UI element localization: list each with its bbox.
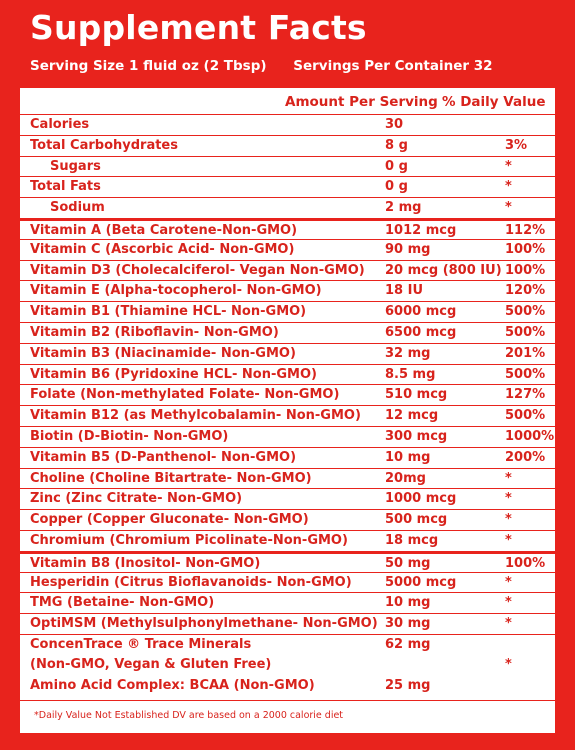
nutrient-name: ConcenTrace ® Trace Minerals bbox=[30, 636, 252, 652]
table-row bbox=[20, 197, 555, 218]
nutrient-dv: * bbox=[505, 574, 512, 590]
table-row bbox=[20, 364, 555, 385]
table-row bbox=[20, 322, 555, 343]
nutrient-name: Sugars bbox=[50, 158, 101, 174]
nutrient-name: Biotin (D-Biotin- Non-GMO) bbox=[30, 428, 229, 444]
table-header bbox=[20, 94, 555, 114]
nutrient-name: Vitamin A (Beta Carotene-Non-GMO) bbox=[30, 222, 298, 238]
nutrient-dv: * bbox=[505, 158, 512, 174]
nutrient-dv: 3% bbox=[505, 137, 528, 153]
table-row bbox=[20, 343, 555, 364]
table-row bbox=[20, 655, 555, 676]
serving-info bbox=[30, 58, 493, 74]
nutrient-dv: 100% bbox=[505, 241, 546, 257]
nutrient-name: Total Carbohydrates bbox=[30, 137, 178, 153]
nutrient-name: Vitamin E (Alpha-tocopherol- Non-GMO) bbox=[30, 283, 322, 299]
footnote: *Daily Value Not Established DV are based on a 2000 calorie diet bbox=[34, 710, 344, 721]
nutrient-name: (Non-GMO, Vegan & Gluten Free) bbox=[30, 656, 272, 672]
nutrient-amount: 20mg bbox=[385, 470, 426, 486]
table-row bbox=[20, 572, 555, 593]
table-row bbox=[20, 156, 555, 177]
nutrient-name: Vitamin B6 (Pyridoxine HCL- Non-GMO) bbox=[30, 366, 317, 382]
nutrient-amount: 0 g bbox=[385, 158, 408, 174]
nutrient-amount: 32 mg bbox=[385, 345, 431, 361]
table-row bbox=[20, 239, 555, 260]
nutrient-amount: 8 g bbox=[385, 137, 408, 153]
nutrient-name: Amino Acid Complex: BCAA (Non-GMO) bbox=[30, 677, 315, 693]
nutrient-dv: 500% bbox=[505, 304, 546, 320]
nutrient-dv: 100% bbox=[505, 555, 546, 571]
nutrient-amount: 30 bbox=[385, 117, 404, 132]
table-row bbox=[20, 135, 555, 156]
nutrient-dv: 120% bbox=[505, 283, 546, 299]
nutrient-dv: * bbox=[505, 512, 512, 528]
nutrient-dv: * bbox=[505, 656, 512, 672]
nutrient-amount: 2 mg bbox=[385, 200, 422, 216]
nutrient-name: Copper (Copper Gluconate- Non-GMO) bbox=[30, 512, 309, 528]
nutrient-amount: 6000 mcg bbox=[385, 304, 457, 320]
nutrient-name: Vitamin B1 (Thiamine HCL- Non-GMO) bbox=[30, 304, 307, 320]
nutrient-name: Vitamin D3 (Cholecalciferol- Vegan Non-GMO) bbox=[30, 262, 365, 278]
nutrient-name: Vitamin C (Ascorbic Acid- Non-GMO) bbox=[30, 241, 295, 257]
nutrient-dv: 127% bbox=[505, 387, 546, 403]
nutrient-amount: 510 mcg bbox=[385, 387, 448, 403]
nutrient-amount: 0 g bbox=[385, 179, 408, 195]
table-row bbox=[20, 218, 555, 239]
nutrient-amount: 50 mg bbox=[385, 555, 431, 571]
page-title: Supplement Facts bbox=[30, 8, 367, 47]
nutrient-dv: * bbox=[505, 532, 512, 548]
nutrient-dv: * bbox=[505, 491, 512, 507]
table-row bbox=[20, 613, 555, 634]
amount-header: Amount Per Serving bbox=[285, 94, 438, 110]
nutrient-name: Total Fats bbox=[30, 179, 101, 195]
nutrient-dv: 1000% bbox=[505, 428, 555, 444]
nutrient-name: Vitamin B12 (as Methylcobalamin- Non-GMO) bbox=[30, 408, 361, 424]
table-row bbox=[20, 468, 555, 489]
nutrient-dv: * bbox=[505, 200, 512, 216]
nutrient-name: TMG (Betaine- Non-GMO) bbox=[30, 595, 215, 611]
nutrient-amount: 18 IU bbox=[385, 283, 424, 299]
nutrient-dv: 201% bbox=[505, 345, 546, 361]
nutrient-name: OptiMSM (Methylsulphonylmethane- Non-GMO) bbox=[30, 616, 378, 632]
dv-header: % Daily Value bbox=[442, 94, 546, 110]
table-row bbox=[20, 447, 555, 468]
table-row bbox=[20, 634, 555, 655]
nutrient-amount: 10 mg bbox=[385, 449, 431, 465]
nutrient-amount: 20 mcg (800 IU) bbox=[385, 262, 502, 278]
table-row bbox=[20, 676, 555, 697]
nutrient-amount: 6500 mcg bbox=[385, 324, 457, 340]
nutrient-dv: * bbox=[505, 470, 512, 486]
nutrient-dv: 500% bbox=[505, 324, 546, 340]
table-row bbox=[20, 426, 555, 447]
nutrient-name: Vitamin B5 (D-Panthenol- Non-GMO) bbox=[30, 449, 297, 465]
nutrient-amount: 10 mg bbox=[385, 595, 431, 611]
nutrient-amount: 300 mcg bbox=[385, 428, 448, 444]
nutrient-amount: 8.5 mg bbox=[385, 366, 436, 382]
serving-size: Serving Size 1 fluid oz (2 Tbsp) bbox=[30, 58, 267, 74]
nutrient-amount: 62 mg bbox=[385, 636, 431, 652]
nutrient-amount: 12 mcg bbox=[385, 408, 439, 424]
nutrient-dv: 112% bbox=[505, 222, 546, 238]
table-row bbox=[20, 384, 555, 405]
facts-panel bbox=[20, 88, 555, 733]
nutrient-table bbox=[20, 114, 555, 696]
table-row bbox=[20, 509, 555, 530]
table-row bbox=[20, 176, 555, 197]
table-row bbox=[20, 260, 555, 281]
nutrient-dv: * bbox=[505, 179, 512, 195]
footnote-divider bbox=[20, 700, 555, 701]
nutrient-name: Chromium (Chromium Picolinate-Non-GMO) bbox=[30, 532, 348, 548]
table-row bbox=[20, 114, 555, 135]
nutrient-name: Sodium bbox=[50, 200, 105, 216]
nutrient-name: Choline (Choline Bitartrate- Non-GMO) bbox=[30, 470, 312, 486]
nutrient-amount: 18 mcg bbox=[385, 532, 439, 548]
nutrient-amount: 30 mg bbox=[385, 616, 431, 632]
table-row bbox=[20, 405, 555, 426]
nutrient-name: Folate (Non-methylated Folate- Non-GMO) bbox=[30, 387, 340, 403]
nutrient-amount: 1012 mcg bbox=[385, 222, 457, 238]
nutrient-dv: 200% bbox=[505, 449, 546, 465]
nutrient-amount: 25 mg bbox=[385, 677, 431, 693]
table-row bbox=[20, 551, 555, 572]
table-row bbox=[20, 301, 555, 322]
nutrient-name: Zinc (Zinc Citrate- Non-GMO) bbox=[30, 491, 243, 507]
servings-per-container: Servings Per Container 32 bbox=[293, 58, 493, 74]
nutrient-name: Vitamin B8 (Inositol- Non-GMO) bbox=[30, 555, 261, 571]
nutrient-dv: * bbox=[505, 595, 512, 611]
nutrient-amount: 1000 mcg bbox=[385, 491, 457, 507]
nutrient-name: Hesperidin (Citrus Bioflavanoids- Non-GMO) bbox=[30, 574, 352, 590]
nutrient-amount: 90 mg bbox=[385, 241, 431, 257]
table-row bbox=[20, 592, 555, 613]
nutrient-name: Vitamin B3 (Niacinamide- Non-GMO) bbox=[30, 345, 296, 361]
table-row bbox=[20, 280, 555, 301]
nutrient-dv: 500% bbox=[505, 366, 546, 382]
nutrient-dv: 100% bbox=[505, 262, 546, 278]
nutrient-amount: 5000 mcg bbox=[385, 574, 457, 590]
nutrient-dv: 500% bbox=[505, 408, 546, 424]
nutrient-name: Calories bbox=[30, 117, 90, 132]
nutrient-name: Vitamin B2 (Riboflavin- Non-GMO) bbox=[30, 324, 279, 340]
nutrient-amount: 500 mcg bbox=[385, 512, 448, 528]
table-row bbox=[20, 530, 555, 551]
table-row bbox=[20, 488, 555, 509]
nutrient-dv: * bbox=[505, 616, 512, 632]
